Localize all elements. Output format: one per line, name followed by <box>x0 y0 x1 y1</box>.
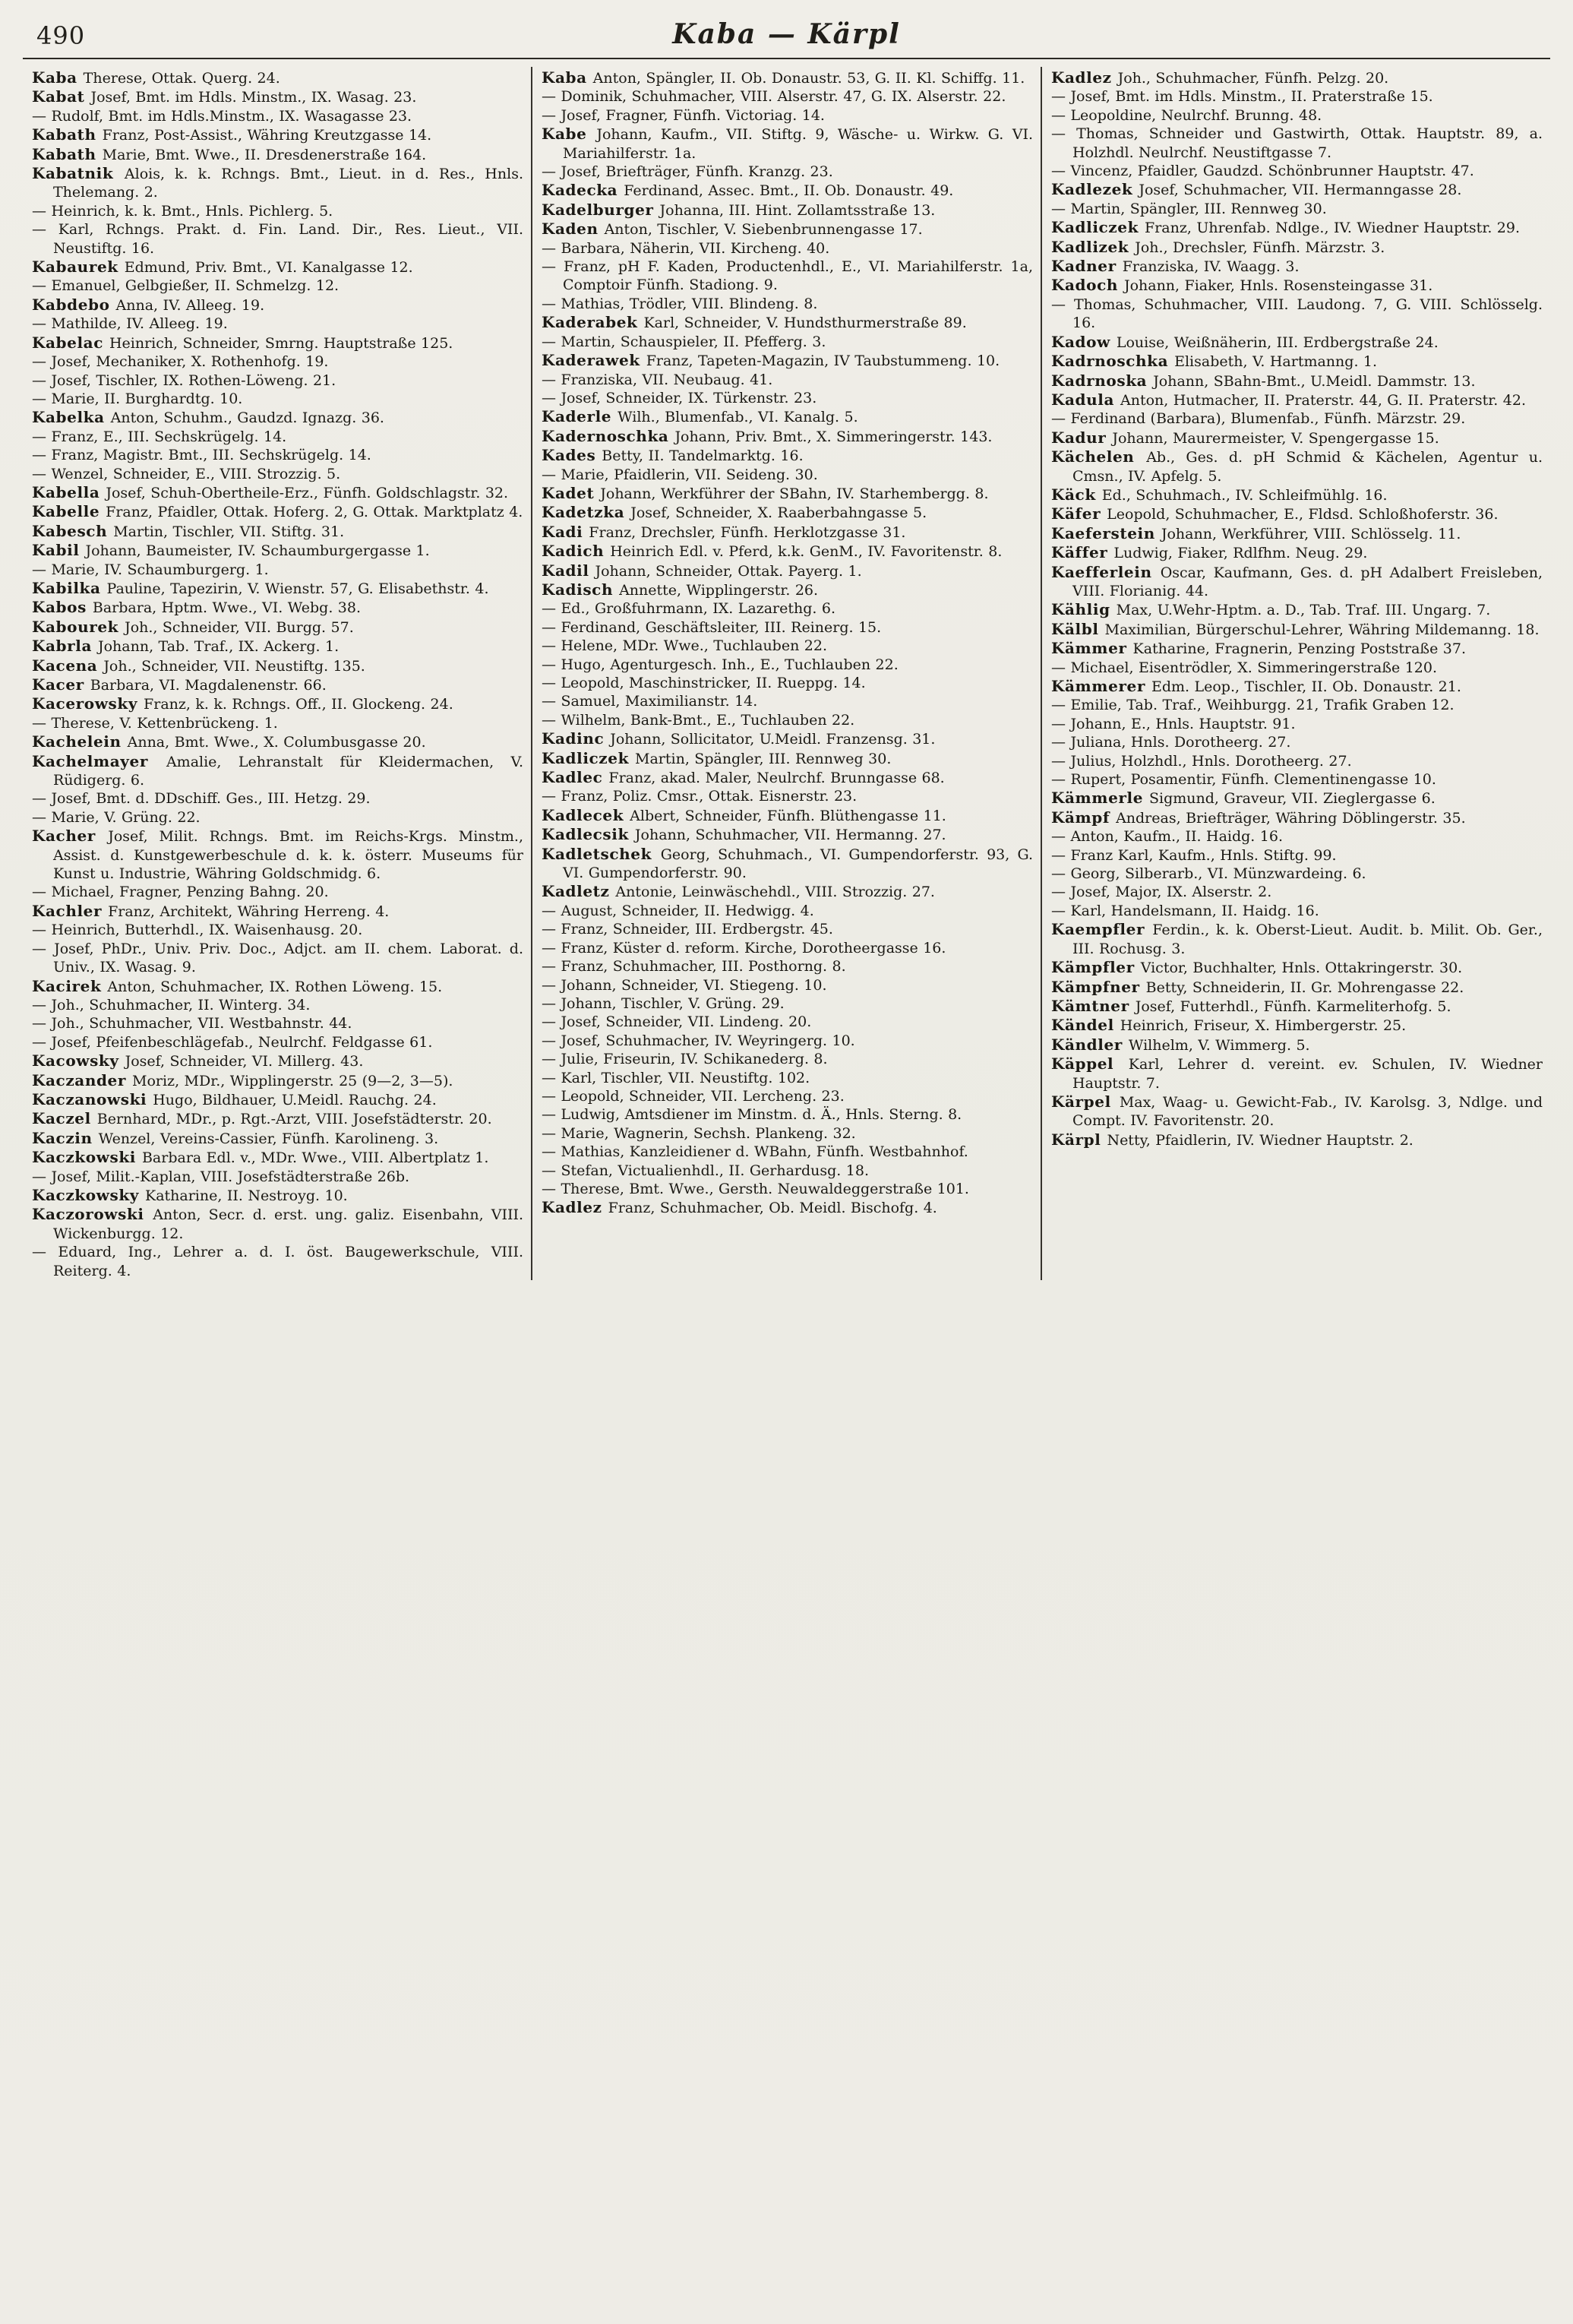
directory-columns <box>23 67 1550 1280</box>
directory-entry: — Anton, Kaufm., II. Haidg. 16. <box>1051 828 1283 846</box>
directory-entry: — Stefan, Victualienhdl., II. Gerhardusg. 18. <box>542 1162 869 1179</box>
directory-entry: — Heinrich, k. k. Bmt., Hnls. Pichlerg. 5. <box>32 202 333 220</box>
directory-entry: Kadlezek Josef, Schuhmacher, VII. Hermanngasse 28. <box>1051 180 1462 199</box>
directory-entry: Kärpl Netty, Pfaidlerin, IV. Wiedner Hauptstr. 2. <box>1051 1130 1413 1149</box>
directory-entry: — Franz, Magistr. Bmt., III. Sechskrügelg. 14. <box>32 447 371 464</box>
entry-surname: Kadula <box>1051 390 1120 409</box>
directory-entry: — Dominik, Schuhmacher, VIII. Alserstr. 47, G. IX. Alserstr. 22. <box>542 88 1006 106</box>
directory-entry: Kadlizek Joh., Drechsler, Fünfh. Märzstr. 3. <box>1051 237 1385 256</box>
directory-entry: — Johann, Tischler, V. Grüng. 29. <box>542 994 785 1012</box>
directory-entry: — Franz, E., III. Sechskrügelg. 14. <box>32 428 287 445</box>
directory-entry: — Leopold, Schneider, VII. Lercheng. 23. <box>542 1087 845 1105</box>
directory-entry: — Michael, Fragner, Penzing Bahng. 20. <box>32 884 329 901</box>
directory-entry: Kabos Barbara, Hptm. Wwe., VI. Webg. 38. <box>32 598 362 617</box>
directory-entry: Käffer Ludwig, Fiaker, Rdlfhm. Neug. 29. <box>1051 543 1368 562</box>
directory-entry: Käck Ed., Schuhmach., IV. Schleifmühlg. 16. <box>1051 485 1388 504</box>
directory-entry: — Marie, V. Grüng. 22. <box>32 808 201 826</box>
directory-entry: Kämpf Andreas, Briefträger, Währing Döblingerstr. 35. <box>1051 808 1466 827</box>
directory-entry: Kändler Wilhelm, V. Wimmerg. 5. <box>1051 1035 1310 1054</box>
directory-entry: Kacirek Anton, Schuhmacher, IX. Rothen Löweng. 15. <box>32 976 443 995</box>
entry-surname: Kaczel <box>32 1109 97 1128</box>
directory-entry: Kadlec Franz, akad. Maler, Neulrchf. Brunngasse 68. <box>542 768 945 787</box>
directory-entry: Kaba Therese, Ottak. Querg. 24. <box>32 68 280 87</box>
entry-surname: Käfer <box>1051 504 1107 523</box>
running-head: Kaba — Kärpl <box>672 18 901 50</box>
directory-entry: — Josef, Tischler, IX. Rothen-Löweng. 21. <box>32 372 336 389</box>
directory-entry: — Samuel, Maximilianstr. 14. <box>542 693 758 710</box>
directory-entry: Kabaurek Edmund, Priv. Bmt., VI. Kanalgasse 12. <box>32 258 413 277</box>
entry-surname: Kämmer <box>1051 639 1133 658</box>
entry-surname: Kabrla <box>32 637 98 656</box>
directory-entry: Kacerowsky Franz, k. k. Rchngs. Off., II. Glockeng. 24. <box>32 694 453 713</box>
directory-entry: — Karl, Rchngs. Prakt. d. Fin. Land. Dir., Res. Lieut., VII. Neustiftg. 16. <box>32 221 523 257</box>
directory-entry: Kadner Franziska, IV. Waagg. 3. <box>1051 257 1300 276</box>
directory-entry: Kaderabek Karl, Schneider, V. Hundsthurmerstraße 89. <box>542 313 967 332</box>
entry-surname: Kabe <box>542 125 597 144</box>
directory-entry: — Marie, IV. Schaumburgerg. 1. <box>32 561 269 578</box>
directory-entry: Kadrnoschka Elisabeth, V. Hartmanng. 1. <box>1051 352 1378 371</box>
directory-entry: Kaden Anton, Tischler, V. Siebenbrunnengasse 17. <box>542 220 923 239</box>
directory-entry: Kadrnoska Johann, SBahn-Bmt., U.Meidl. Dammstr. 13. <box>1051 371 1476 390</box>
entry-surname: Kadur <box>1051 428 1113 447</box>
directory-entry: — Josef, Bmt. d. DDschiff. Ges., III. Hetzg. 29. <box>32 790 371 808</box>
page-number: 490 <box>36 21 86 50</box>
entry-surname: Kadoch <box>1051 276 1124 295</box>
entry-surname: Kades <box>542 446 602 465</box>
directory-entry: Kabil Johann, Baumeister, IV. Schaumburgergasse 1. <box>32 541 430 560</box>
directory-entry: — Franz, Poliz. Cmsr., Ottak. Eisnerstr. 23. <box>542 788 858 805</box>
entry-surname: Kadner <box>1051 257 1123 276</box>
entry-surname: Kadlec <box>542 768 609 787</box>
entry-surname: Kämpf <box>1051 808 1117 827</box>
directory-entry: Kämmerle Sigmund, Graveur, VII. Zieglergasse 6. <box>1051 789 1436 808</box>
directory-entry: — Martin, Schauspieler, II. Pfefferg. 3. <box>542 333 826 350</box>
entry-surname: Kabilka <box>32 578 107 597</box>
directory-entry: — Therese, V. Kettenbrückeng. 1. <box>32 714 278 732</box>
entry-surname: Kadlizek <box>1051 237 1136 256</box>
directory-entry: Kadletz Antonie, Leinwäschehdl., VIII. Strozzig. 27. <box>542 882 935 901</box>
entry-surname: Kabaurek <box>32 258 125 277</box>
entry-surname: Kaempfler <box>1051 920 1153 939</box>
directory-entry: Kadlez Joh., Schuhmacher, Fünfh. Pelzg. 20. <box>1051 68 1389 87</box>
directory-entry: Kabesch Martin, Tischler, VII. Stiftg. 31. <box>32 521 345 540</box>
directory-entry: Kämmerer Edm. Leop., Tischler, II. Ob. Donaustr. 21. <box>1051 677 1461 695</box>
directory-entry: — Franz, Küster d. reform. Kirche, Dorotheergasse 16. <box>542 939 946 956</box>
directory-entry: Kacena Joh., Schneider, VII. Neustiftg. 135. <box>32 656 365 675</box>
directory-entry: — Heinrich, Butterhdl., IX. Waisenhausg. 20. <box>32 922 363 939</box>
entry-surname: Kadlez <box>542 1198 608 1217</box>
directory-entry: Kadernoschka Johann, Priv. Bmt., X. Simmeringerstr. 143. <box>542 426 993 445</box>
directory-entry: — Franziska, VII. Neubaug. 41. <box>542 371 773 388</box>
entry-surname: Kadliczek <box>1051 218 1145 237</box>
directory-entry: Kämmer Katharine, Fragnerin, Penzing Poststraße 37. <box>1051 639 1467 658</box>
directory-entry: Kaeferstein Johann, Werkführer, VIII. Schlösselg. 11. <box>1051 523 1461 542</box>
directory-entry: Kadelburger Johanna, III. Hint. Zollamtsstraße 13. <box>542 200 936 219</box>
entry-surname: Kaczorowski <box>32 1205 153 1224</box>
entry-surname: Kämmerer <box>1051 677 1151 695</box>
entry-surname: Kaderabek <box>542 313 644 332</box>
entry-surname: Kählig <box>1051 600 1117 619</box>
directory-entry: — Josef, Bmt. im Hdls. Minstm., II. Praterstraße 15. <box>1051 88 1433 106</box>
directory-entry: Kadisch Annette, Wipplingerstr. 26. <box>542 580 819 599</box>
directory-entry: — Julie, Friseurin, IV. Schikanederg. 8. <box>542 1051 828 1068</box>
directory-entry: Kählig Max, U.Wehr-Hptm. a. D., Tab. Traf. III. Ungarg. 7. <box>1051 600 1491 619</box>
directory-entry: Kadliczek Franz, Uhrenfab. Ndlge., IV. Wiedner Hauptstr. 29. <box>1051 218 1521 237</box>
directory-entry: — Josef, Mechaniker, X. Rothenhofg. 19. <box>32 353 329 371</box>
directory-entry: — Leopoldine, Neulrchf. Brunng. 48. <box>1051 106 1322 124</box>
entry-surname: Kachelmayer <box>32 751 166 770</box>
entry-surname: Kabella <box>32 482 106 501</box>
entry-surname: Kabath <box>32 125 103 144</box>
directory-entry: Kadetzka Josef, Schneider, X. Raaberbahngasse 5. <box>542 503 927 522</box>
entry-surname: Kaderle <box>542 407 618 426</box>
directory-entry: — Eduard, Ing., Lehrer a. d. I. öst. Baugewerkschule, VIII. Reiterg. 4. <box>32 1244 523 1279</box>
directory-entry: — Josef, Milit.-Kaplan, VIII. Josefstädterstraße 26b. <box>32 1168 410 1185</box>
directory-entry: Kändel Heinrich, Friseur, X. Himbergerstr. 25. <box>1051 1016 1407 1035</box>
entry-surname: Kadinc <box>542 729 611 748</box>
directory-entry: Kadow Louise, Weißnäherin, III. Erdbergstraße 24. <box>1051 332 1439 351</box>
entry-surname: Kämtner <box>1051 996 1136 1015</box>
directory-entry: Kaempfler Ferdin., k. k. Oberst-Lieut. Audit. b. Milit. Ob. Ger., III. Rochusg. 3. <box>1051 920 1543 957</box>
directory-entry: — Julius, Holzhdl., Hnls. Dorotheerg. 27. <box>1051 752 1352 770</box>
directory-entry: — Thomas, Schuhmacher, VIII. Laudong. 7, G. VIII. Schlösselg. 16. <box>1051 296 1543 332</box>
entry-surname: Kaczander <box>32 1070 132 1089</box>
entry-surname: Kabesch <box>32 521 114 540</box>
directory-entry: — Therese, Bmt. Wwe., Gersth. Neuwaldeggerstraße 101. <box>542 1180 969 1197</box>
directory-entry: Kadich Heinrich Edl. v. Pferd, k.k. GenM., IV. Favoritenstr. 8. <box>542 542 1003 561</box>
directory-entry: Kadoch Johann, Fiaker, Hnls. Rosensteingasse 31. <box>1051 276 1433 295</box>
directory-entry: — Georg, Silberarb., VI. Münzwardeing. 6. <box>1051 865 1366 883</box>
directory-entry: Kämpfner Betty, Schneiderin, II. Gr. Mohrengasse 22. <box>1051 977 1464 996</box>
entry-surname: Kabatnik <box>32 164 125 183</box>
entry-surname: Kacerowsky <box>32 694 144 713</box>
directory-entry: Kadliczek Martin, Spängler, III. Rennweg 30. <box>542 748 892 767</box>
directory-entry: Kadlez Franz, Schuhmacher, Ob. Meidl. Bischofg. 4. <box>542 1198 937 1217</box>
directory-entry: — Marie, Wagnerin, Sechsh. Plankeng. 32. <box>542 1124 856 1142</box>
entry-surname: Kadlecsik <box>542 825 635 844</box>
directory-entry: Käppel Karl, Lehrer d. vereint. ev. Schulen, IV. Wiedner Hauptstr. 7. <box>1051 1054 1543 1092</box>
entry-surname: Kadlez <box>1051 68 1118 87</box>
directory-entry: — Josef, PhDr., Univ. Priv. Doc., Adjct. am II. chem. Laborat. d. Univ., IX. Wasag. 9. <box>32 940 523 976</box>
directory-entry: Kabe Johann, Kaufm., VII. Stiftg. 9, Wäsche- u. Wirkw. G. VI. Mariahilferstr. 1a. <box>542 125 1033 162</box>
directory-entry: — Ludwig, Amtsdiener im Minstm. d. Ä., Hnls. Sterng. 8. <box>542 1106 962 1124</box>
entry-surname: Kaczanowski <box>32 1089 153 1108</box>
directory-entry: — Marie, II. Burghardtg. 10. <box>32 390 243 407</box>
directory-entry: Kaczkowsky Katharine, II. Nestroyg. 10. <box>32 1185 348 1204</box>
entry-surname: Käck <box>1051 485 1102 504</box>
entry-surname: Käppel <box>1051 1054 1129 1073</box>
directory-entry: Kadlecsik Johann, Schuhmacher, VII. Hermanng. 27. <box>542 825 946 844</box>
entry-surname: Kadlecek <box>542 805 630 824</box>
entry-surname: Kaefferlein <box>1051 562 1161 581</box>
directory-entry: — Hugo, Agenturgesch. Inh., E., Tuchlauben 22. <box>542 656 899 673</box>
page-header-bar <box>23 18 1550 55</box>
directory-entry: Kadlecek Albert, Schneider, Fünfh. Blüthengasse 11. <box>542 805 946 824</box>
directory-entry: Kabatnik Alois, k. k. Rchngs. Bmt., Lieut. in d. Res., Hnls. Thelemang. 2. <box>32 164 523 201</box>
directory-entry: — Helene, MDr. Wwe., Tuchlauben 22. <box>542 637 827 655</box>
entry-surname: Kaderawek <box>542 351 646 370</box>
entry-surname: Kämpfler <box>1051 958 1141 977</box>
directory-entry: Kadletschek Georg, Schuhmach., VI. Gumpendorferstr. 93, G. VI. Gumpendorferstr. 90. <box>542 844 1033 882</box>
directory-entry: Käfer Leopold, Schuhmacher, E., Fldsd. Schloßhoferstr. 36. <box>1051 504 1499 523</box>
directory-entry: Kades Betty, II. Tandelmarktg. 16. <box>542 446 804 465</box>
entry-surname: Käffer <box>1051 543 1114 562</box>
directory-entry: — Michael, Eisentrödler, X. Simmeringerstraße 120. <box>1051 659 1438 676</box>
entry-surname: Kälbl <box>1051 619 1105 638</box>
directory-entry: Kadet Johann, Werkführer der SBahn, IV. Starhembergg. 8. <box>542 483 989 502</box>
directory-entry: Kabath Franz, Post-Assist., Währing Kreutzgasse 14. <box>32 125 432 144</box>
entry-surname: Kadrnoska <box>1051 371 1154 390</box>
entry-surname: Kabath <box>32 144 103 163</box>
entry-surname: Kämmerle <box>1051 789 1150 808</box>
entry-surname: Kändel <box>1051 1016 1120 1035</box>
column-1 <box>23 67 531 1280</box>
entry-surname: Kadliczek <box>542 748 636 767</box>
directory-entry: Kabourek Joh., Schneider, VII. Burgg. 57. <box>32 617 354 636</box>
entry-surname: Kächelen <box>1051 447 1147 466</box>
header-rule <box>23 58 1550 59</box>
entry-surname: Kaba <box>32 68 84 87</box>
directory-entry: Kächelen Ab., Ges. d. pH Schmid & Kächelen, Agentur u. Cmsn., IV. Apfelg. 5. <box>1051 447 1543 485</box>
entry-surname: Kadernoschka <box>542 426 675 445</box>
entry-surname: Kabdebo <box>32 295 116 314</box>
entry-surname: Kadi <box>542 522 589 541</box>
directory-entry: — Emanuel, Gelbgießer, II. Schmelzg. 12. <box>32 277 340 295</box>
directory-entry: Kaderle Wilh., Blumenfab., VI. Kanalg. 5. <box>542 407 858 426</box>
directory-entry: Kaczkowski Barbara Edl. v., MDr. Wwe., VIII. Albertplatz 1. <box>32 1148 489 1167</box>
directory-entry: — Joh., Schuhmacher, II. Winterg. 34. <box>32 996 311 1013</box>
directory-entry: — Ferdinand, Geschäftsleiter, III. Reinerg. 15. <box>542 618 882 636</box>
entry-surname: Kadisch <box>542 580 620 599</box>
directory-entry: Kaczel Bernhard, MDr., p. Rgt.-Arzt, VIII. Josefstädterstr. 20. <box>32 1109 492 1128</box>
directory-entry: Kachelmayer Amalie, Lehranstalt für Kleidermachen, V. Rüdigerg. 6. <box>32 751 523 789</box>
entry-surname: Kabelle <box>32 502 106 521</box>
entry-surname: Kadet <box>542 483 601 502</box>
directory-entry: Kaczander Moriz, MDr., Wipplingerstr. 25 (9—2, 3—5). <box>32 1070 453 1089</box>
directory-entry: — Juliana, Hnls. Dorotheerg. 27. <box>1051 734 1291 751</box>
directory-entry: — August, Schneider, II. Hedwigg. 4. <box>542 902 814 919</box>
entry-surname: Kabat <box>32 87 91 106</box>
entry-surname: Kabil <box>32 541 86 560</box>
entry-surname: Kändler <box>1051 1035 1129 1054</box>
entry-surname: Kadletschek <box>542 844 661 863</box>
directory-entry: Kaczin Wenzel, Vereins-Cassier, Fünfh. Karolineng. 3. <box>32 1128 439 1147</box>
directory-entry: Kabath Marie, Bmt. Wwe., II. Dresdenerstraße 164. <box>32 144 427 163</box>
entry-surname: Kaden <box>542 220 605 239</box>
directory-entry: — Mathilde, IV. Alleeg. 19. <box>32 315 228 333</box>
entry-surname: Kachelein <box>32 732 128 751</box>
directory-entry: Kämpfler Victor, Buchhalter, Hnls. Ottakringerstr. 30. <box>1051 958 1463 977</box>
entry-surname: Kachler <box>32 901 109 920</box>
directory-entry: — Ed., Großfuhrmann, IX. Lazarethg. 6. <box>542 600 836 618</box>
entry-surname: Kadletz <box>542 882 616 901</box>
directory-entry: Kaczorowski Anton, Secr. d. erst. ung. galiz. Eisenbahn, VIII. Wickenburgg. 12. <box>32 1205 524 1242</box>
directory-entry: — Josef, Schuhmacher, IV. Weyringerg. 10. <box>542 1032 855 1049</box>
directory-entry: — Rudolf, Bmt. im Hdls.Minstm., IX. Wasagasse 23. <box>32 107 412 125</box>
entry-surname: Kämpfner <box>1051 977 1146 996</box>
directory-entry: Kärpel Max, Waag- u. Gewicht-Fab., IV. Karolsg. 3, Ndlge. und Compt. IV. Favoritenstr. 20. <box>1051 1092 1543 1130</box>
directory-entry: Kaefferlein Oscar, Kaufmann, Ges. d. pH Adalbert Freisleben, VIII. Florianig. 44. <box>1051 562 1543 599</box>
directory-entry: Kadi Franz, Drechsler, Fünfh. Herklotzgasse 31. <box>542 522 906 541</box>
directory-entry: Kabdebo Anna, IV. Alleeg. 19. <box>32 295 265 314</box>
directory-entry: — Marie, Pfaidlerin, VII. Seideng. 30. <box>542 466 818 483</box>
column-3 <box>1042 67 1550 1280</box>
entry-surname: Kaczkowski <box>32 1148 142 1167</box>
entry-surname: Kadelburger <box>542 200 660 219</box>
directory-entry: Kabelka Anton, Schuhm., Gaudzd. Ignazg. 36. <box>32 408 384 427</box>
directory-entry: — Josef, Schneider, VII. Lindeng. 20. <box>542 1013 812 1031</box>
directory-entry: Kadecka Ferdinand, Assec. Bmt., II. Ob. Donaustr. 49. <box>542 181 954 200</box>
directory-entry: Kabelac Heinrich, Schneider, Smrng. Hauptstraße 125. <box>32 333 453 352</box>
entry-surname: Kacena <box>32 656 104 675</box>
entry-surname: Kadich <box>542 542 611 561</box>
entry-surname: Kaba <box>542 68 593 87</box>
directory-entry: Kadinc Johann, Sollicitator, U.Meidl. Franzensg. 31. <box>542 729 936 748</box>
entry-surname: Kadil <box>542 561 595 580</box>
directory-entry: — Leopold, Maschinstricker, II. Rueppg. 14. <box>542 675 866 691</box>
entry-surname: Kadetzka <box>542 503 631 522</box>
entry-surname: Kacowsky <box>32 1051 125 1070</box>
directory-entry: — Franz Karl, Kaufm., Hnls. Stiftg. 99. <box>1051 846 1337 864</box>
directory-entry: — Emilie, Tab. Traf., Weihburgg. 21, Trafik Graben 12. <box>1051 697 1455 714</box>
entry-surname: Kaeferstein <box>1051 523 1161 542</box>
directory-entry: — Mathias, Kanzleidiener d. WBahn, Fünfh. Westbahnhof. <box>542 1143 968 1161</box>
entry-surname: Kadow <box>1051 332 1117 351</box>
entry-surname: Kaczkowsky <box>32 1185 145 1204</box>
directory-entry: — Rupert, Posamentir, Fünfh. Clementinengasse 10. <box>1051 771 1436 789</box>
directory-entry: — Martin, Spängler, III. Rennweg 30. <box>1051 200 1327 217</box>
entry-surname: Kadecka <box>542 181 624 200</box>
directory-entry: — Josef, Schneider, IX. Türkenstr. 23. <box>542 389 817 406</box>
directory-entry: — Wilhelm, Bank-Bmt., E., Tuchlauben 22. <box>542 711 855 729</box>
entry-surname: Kacirek <box>32 976 108 995</box>
directory-entry: — Joh., Schuhmacher, VII. Westbahnstr. 44. <box>32 1015 352 1032</box>
directory-entry: Kaba Anton, Spängler, II. Ob. Donaustr. 53, G. II. Kl. Schiffg. 11. <box>542 68 1025 87</box>
directory-entry: Kabat Josef, Bmt. im Hdls. Minstm., IX. Wasag. 23. <box>32 87 417 106</box>
directory-entry: Kachler Franz, Architekt, Währing Herreng. 4. <box>32 901 390 920</box>
directory-entry: — Karl, Handelsmann, II. Haidg. 16. <box>1051 902 1319 919</box>
directory-entry: Kaczanowski Hugo, Bildhauer, U.Meidl. Rauchg. 24. <box>32 1089 437 1108</box>
directory-entry: Kabilka Pauline, Tapezirin, V. Wienstr. 57, G. Elisabethstr. 4. <box>32 578 489 597</box>
entry-surname: Kabelac <box>32 333 109 352</box>
directory-entry: Kabella Josef, Schuh-Obertheile-Erz., Fünfh. Goldschlagstr. 32. <box>32 482 509 501</box>
directory-entry: — Vincenz, Pfaidler, Gaudzd. Schönbrunner Hauptstr. 47. <box>1051 163 1474 180</box>
directory-entry: — Ferdinand (Barbara), Blumenfab., Fünfh. Märzstr. 29. <box>1051 410 1466 428</box>
directory-entry: — Josef, Briefträger, Fünfh. Kranzg. 23. <box>542 163 833 181</box>
directory-entry: — Barbara, Näherin, VII. Kircheng. 40. <box>542 239 830 257</box>
entry-surname: Kadlezek <box>1051 180 1139 199</box>
entry-surname: Kabos <box>32 598 93 617</box>
directory-entry: Kacher Josef, Milit. Rchngs. Bmt. im Reichs-Krgs. Minstm., Assist. d. Kunstgewerbeschule d. k. k. österr. Museums für Kunst u. Industrie, Währing Goldschmidg. 6. <box>32 827 523 883</box>
directory-entry: Kabelle Franz, Pfaidler, Ottak. Hoferg. 2, G. Ottak. Marktplatz 4. <box>32 502 523 521</box>
directory-entry: — Josef, Major, IX. Alserstr. 2. <box>1051 884 1272 901</box>
directory-entry: Kabrla Johann, Tab. Traf., IX. Ackerg. 1. <box>32 637 340 656</box>
entry-surname: Kacher <box>32 827 109 846</box>
column-2 <box>532 67 1041 1280</box>
directory-entry: — Mathias, Trödler, VIII. Blindeng. 8. <box>542 295 818 312</box>
directory-entry: — Josef, Fragner, Fünfh. Victoriag. 14. <box>542 106 825 124</box>
directory-entry: — Franz, Schuhmacher, III. Posthorng. 8. <box>542 958 846 975</box>
directory-entry: Kadil Johann, Schneider, Ottak. Payerg. 1. <box>542 561 862 580</box>
entry-surname: Kärpl <box>1051 1130 1107 1149</box>
directory-entry: — Franz, pH F. Kaden, Productenhdl., E., VI. Mariahilferstr. 1a, Comptoir Fünfh. Stadiong. 9. <box>542 258 1033 294</box>
entry-surname: Kabelka <box>32 408 111 427</box>
directory-entry: — Karl, Tischler, VII. Neustiftg. 102. <box>542 1069 810 1086</box>
entry-surname: Kacer <box>32 675 90 694</box>
directory-entry: Kachelein Anna, Bmt. Wwe., X. Columbusgasse 20. <box>32 732 426 751</box>
directory-entry: — Wenzel, Schneider, E., VIII. Strozzig. 5. <box>32 465 341 482</box>
directory-entry: — Johann, Schneider, VI. Stiegeng. 10. <box>542 976 827 994</box>
directory-entry: Kälbl Maximilian, Bürgerschul-Lehrer, Währing Mildemanng. 18. <box>1051 619 1540 638</box>
directory-entry: — Josef, Pfeifenbeschlägefab., Neulrchf. Feldgasse 61. <box>32 1033 433 1051</box>
entry-surname: Kabourek <box>32 617 125 636</box>
directory-entry: — Johann, E., Hnls. Hauptstr. 91. <box>1051 715 1296 732</box>
directory-entry: Kaderawek Franz, Tapeten-Magazin, IV Taubstummeng. 10. <box>542 351 1000 370</box>
directory-entry: — Franz, Schneider, III. Erdbergstr. 45. <box>542 921 833 938</box>
entry-surname: Kadrnoschka <box>1051 352 1175 371</box>
directory-entry: Kacowsky Josef, Schneider, VI. Millerg. 43. <box>32 1051 364 1070</box>
directory-entry: Kacer Barbara, VI. Magdalenenstr. 66. <box>32 675 327 694</box>
entry-surname: Kaczin <box>32 1128 99 1147</box>
directory-entry: Kämtner Josef, Futterhdl., Fünfh. Karmeliterhofg. 5. <box>1051 996 1451 1015</box>
directory-entry: Kadur Johann, Maurermeister, V. Spengergasse 15. <box>1051 428 1439 447</box>
entry-surname: Kärpel <box>1051 1092 1120 1111</box>
directory-entry: — Thomas, Schneider und Gastwirth, Ottak. Hauptstr. 89, a. Holzhdl. Neulrchf. Neustiftgasse 7. <box>1051 125 1543 161</box>
directory-entry: Kadula Anton, Hutmacher, II. Praterstr. 44, G. II. Praterstr. 42. <box>1051 390 1526 409</box>
